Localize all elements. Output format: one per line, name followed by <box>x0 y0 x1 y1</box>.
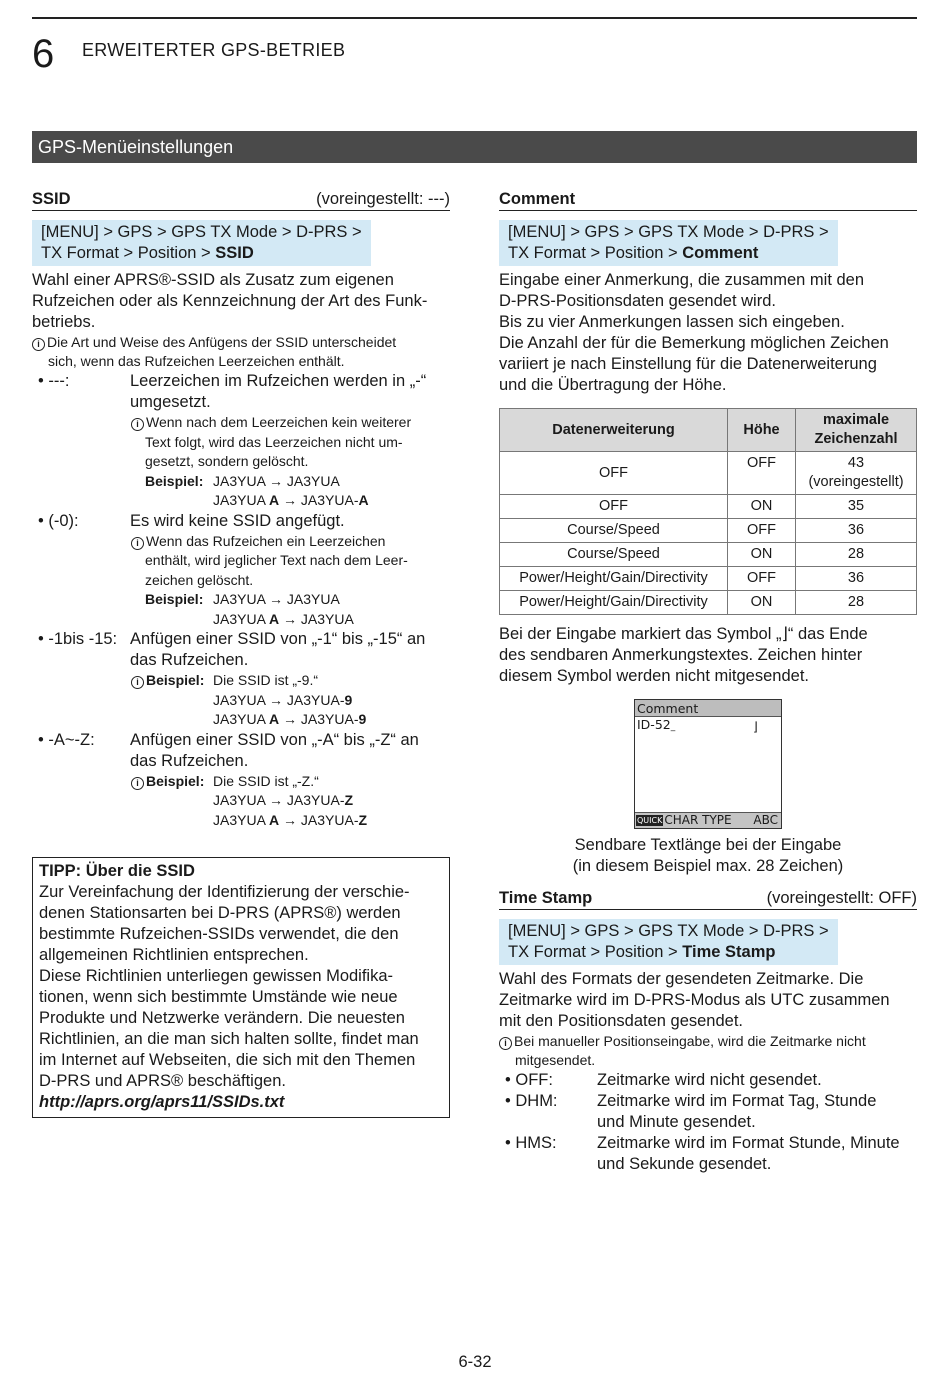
table-cell: 28 <box>796 591 917 615</box>
option-note <box>32 413 450 511</box>
option-value <box>130 730 450 772</box>
timestamp-menu-path <box>499 919 838 965</box>
example <box>131 791 450 811</box>
ssid-option <box>32 371 450 413</box>
menu-path-target: SSID <box>215 244 254 262</box>
text-line: Anfügen einer SSID von „-A“ bis „-Z“ an <box>130 730 419 749</box>
table-cell: Course/Speed <box>500 543 728 567</box>
timestamp-note <box>499 1032 917 1070</box>
option-key: • DHM: <box>505 1092 558 1110</box>
tip-box <box>32 857 450 1118</box>
tip-line: Produkte und Netzwerke verändern. Die neuesten <box>39 1009 405 1027</box>
tip-line: Diese Richtlinien unterliegen gewissen Modifika- <box>39 967 394 985</box>
note-text: Die Art und Weise des Anfügens der SSID unterscheidet <box>47 334 397 350</box>
ssid-description <box>32 270 450 333</box>
example <box>131 710 450 730</box>
table-cell: 35 <box>796 495 917 519</box>
tip-line: tionen, wenn sich bestimmte Umstände wie neue <box>39 988 398 1006</box>
info-icon: i <box>131 777 144 790</box>
char-type-key[interactable]: CHAR TYPE <box>664 813 732 827</box>
option-key: • -A~-Z: <box>38 730 95 749</box>
comment-length-table <box>499 408 917 615</box>
example-text: JA3YUA A → JA3YUA-9 <box>213 711 367 727</box>
example-text: JA3YUA A → JA3YUA-Z <box>213 811 368 828</box>
comment-screen <box>634 699 782 829</box>
option-value: Es wird keine SSID angefügt. <box>130 511 345 530</box>
text-line: Zeitmarke wird im D-PRS-Modus als UTC zusammen <box>499 991 890 1009</box>
timestamp-title: Time Stamp <box>499 889 593 907</box>
option-value <box>130 629 450 671</box>
ssid-option <box>32 629 450 671</box>
text-line: variiert je nach Einstellung für die Datenerweiterung <box>499 355 877 373</box>
option-value: Zeitmarke wird im Format Tag, Stunde und Minute gesendet. <box>597 1092 877 1131</box>
timestamp-option <box>499 1070 917 1091</box>
ssid-title: SSID <box>32 190 71 208</box>
tip-line: allgemeinen Richtlinien entsprechen. <box>39 946 309 964</box>
ssid-option <box>32 730 450 772</box>
screen-title: Comment <box>635 700 781 717</box>
note-text: gesetzt, sondern gelöscht. <box>145 453 309 469</box>
text-line: mit den Positionsdaten gesendet. <box>499 1012 743 1030</box>
menu-path-text: TX Format > Position > <box>508 943 683 961</box>
top-rule <box>32 17 917 19</box>
table-cell: Power/Height/Gain/Directivity <box>500 591 728 615</box>
option-key: • HMS: <box>505 1134 557 1152</box>
table-header: Datenerweiterung <box>500 409 728 452</box>
end-mark-icon: ⌋ <box>753 719 758 734</box>
table-cell: OFF <box>728 519 796 543</box>
info-icon: i <box>131 418 144 431</box>
example-text: JA3YUA → JA3YUA-9 <box>213 691 353 708</box>
table-cell: Power/Height/Gain/Directivity <box>500 567 728 591</box>
text-line: Die Anzahl der für die Bemerkung möglichen Zeichen <box>499 334 889 352</box>
chapter-number: 6 <box>32 32 55 76</box>
option-note <box>32 671 450 730</box>
example-text: Die SSID ist „-Z.“ <box>213 772 319 789</box>
tip-line: Richtlinien, an die man sich halten sollte, findet man <box>39 1030 419 1048</box>
option-value: Zeitmarke wird im Format Stunde, Minute und Sekunde gesendet. <box>597 1134 900 1173</box>
option-note <box>32 772 450 831</box>
timestamp-description <box>499 969 917 1032</box>
right-column <box>499 188 917 1175</box>
table-row <box>500 519 917 543</box>
example-label: Beispiel: <box>145 591 204 607</box>
example <box>131 691 450 711</box>
timestamp-heading <box>499 887 917 910</box>
text-line: Leerzeichen im Rufzeichen werden in „-“ <box>130 372 427 390</box>
example <box>131 472 450 492</box>
comment-heading <box>499 188 917 211</box>
table-header: Höhe <box>728 409 796 452</box>
note-text: enthält, wird jeglicher Text nach dem Leer- <box>145 552 408 568</box>
table-cell: OFF <box>728 452 796 495</box>
left-column <box>32 188 450 1118</box>
table-row <box>500 567 917 591</box>
info-icon: i <box>131 676 144 689</box>
menu-path-line: [MENU] > GPS > GPS TX Mode > D-PRS > <box>508 223 829 241</box>
text-line: Wahl einer APRS®-SSID als Zusatz zum eigenen <box>32 271 394 289</box>
table-cell: 43 (voreingestellt) <box>796 452 917 495</box>
menu-path-line: [MENU] > GPS > GPS TX Mode > D-PRS > <box>41 223 362 241</box>
example-label: Beispiel: <box>146 672 205 688</box>
table-cell: OFF <box>728 567 796 591</box>
option-key: • ---: <box>38 372 70 390</box>
text-line: D-PRS-Positionsdaten gesendet wird. <box>499 292 776 310</box>
example-label: Beispiel: <box>146 772 205 789</box>
option-key: • OFF: <box>505 1071 553 1089</box>
info-icon: i <box>32 338 45 351</box>
table-cell: ON <box>728 495 796 519</box>
comment-title: Comment <box>499 190 576 208</box>
ssid-menu-path <box>32 220 371 266</box>
ssid-note <box>32 333 450 371</box>
table-cell: OFF <box>500 452 728 495</box>
example <box>131 590 450 610</box>
tip-line: denen Stationsarten bei D-PRS (APRS®) werden <box>39 904 401 922</box>
page-number: 6-32 <box>458 1353 492 1371</box>
table-cell: ON <box>728 543 796 567</box>
abc-key[interactable]: ABC <box>753 813 778 827</box>
menu-path-line: [MENU] > GPS > GPS TX Mode > D-PRS > <box>508 922 829 940</box>
text-line: Rufzeichen oder als Kennzeichnung der Art des Funk- <box>32 292 428 310</box>
table-cell: 36 <box>796 567 917 591</box>
option-value <box>130 371 450 413</box>
note-text: Wenn das Rufzeichen ein Leerzeichen <box>146 532 386 549</box>
text-line: das Rufzeichen. <box>130 751 249 770</box>
text-line: umgesetzt. <box>130 393 211 411</box>
note-text: mitgesendet. <box>515 1052 596 1068</box>
note-text: zeichen gelöscht. <box>145 571 254 588</box>
ssid-option <box>32 511 450 532</box>
chapter-title: ERWEITERTER GPS-BETRIEB <box>82 40 346 60</box>
table-cell: ON <box>728 591 796 615</box>
text-line: des sendbaren Anmerkungstextes. Zeichen hinter <box>499 646 863 664</box>
example <box>131 671 450 691</box>
ssid-heading <box>32 188 450 211</box>
note-text: Text folgt, wird das Leerzeichen nicht um- <box>145 433 403 450</box>
note-text: sich, wenn das Rufzeichen Leerzeichen enthält. <box>48 353 345 369</box>
table-cell: 36 <box>796 519 917 543</box>
quick-key[interactable]: QUICK <box>637 816 663 825</box>
screen-text: ID-52_ <box>637 717 676 732</box>
menu-path-text: TX Format > Position > <box>41 244 216 262</box>
caption-line: (in diesem Beispiel max. 28 Zeichen) <box>572 857 844 875</box>
text-line: diesem Symbol werden nicht mitgesendet. <box>499 667 809 685</box>
tip-line: bestimmte Rufzeichen-SSIDs verwendet, die den <box>39 925 399 943</box>
note-text: Wenn nach dem Leerzeichen kein weiterer <box>146 414 412 430</box>
text-line: Bis zu vier Anmerkungen lassen sich eingeben. <box>499 313 845 331</box>
table-header-row <box>500 409 917 452</box>
table-header: maximale Zeichenzahl <box>796 409 917 452</box>
tip-line: D-PRS und APRS® beschäftigen. <box>39 1072 286 1090</box>
comment-after-text <box>499 624 917 687</box>
example-text: JA3YUA → JA3YUA-Z <box>213 792 354 808</box>
screen-caption <box>499 835 917 877</box>
menu-path-line <box>508 942 829 963</box>
note-text: Bei manueller Positionseingabe, wird die Zeitmarke nicht <box>514 1033 866 1049</box>
example-label: Beispiel: <box>145 472 204 489</box>
table-row <box>500 452 917 495</box>
menu-path-target: Comment <box>682 244 759 262</box>
example <box>131 610 450 630</box>
option-key: • -1bis -15: <box>38 630 118 648</box>
example-text: JA3YUA → JA3YUA <box>213 472 340 489</box>
section-title: GPS-Menüeinstellungen <box>32 131 917 163</box>
example-text: JA3YUA → JA3YUA <box>213 591 340 607</box>
example-text: JA3YUA A → JA3YUA-A <box>213 492 369 508</box>
ssid-default: (voreingestellt: ---) <box>316 190 450 208</box>
table-cell: Course/Speed <box>500 519 728 543</box>
example <box>131 811 450 831</box>
text-line: Anfügen einer SSID von „-1“ bis „-15“ an <box>130 630 426 648</box>
table-row <box>500 543 917 567</box>
menu-path-text: TX Format > Position > <box>508 244 683 262</box>
caption-line: Sendbare Textlänge bei der Eingabe <box>574 836 842 854</box>
table-row <box>500 591 917 615</box>
text-line: Bei der Eingabe markiert das Symbol „⌋“ das Ende <box>499 625 868 643</box>
menu-path-target: Time Stamp <box>682 943 776 961</box>
comment-description <box>499 270 917 396</box>
tip-line: Zur Vereinfachung der Identifizierung der verschie- <box>39 883 410 901</box>
example-text: JA3YUA A → JA3YUA <box>213 610 354 627</box>
info-icon: i <box>499 1037 512 1050</box>
table-row <box>500 495 917 519</box>
menu-path-line <box>41 243 362 264</box>
example <box>131 772 450 792</box>
timestamp-option <box>499 1091 917 1133</box>
table-cell: OFF <box>500 495 728 519</box>
tip-title: TIPP: Über die SSID <box>39 862 195 880</box>
option-value: Zeitmarke wird nicht gesendet. <box>597 1071 822 1089</box>
text-line: Wahl des Formats der gesendeten Zeitmarke. Die <box>499 970 864 988</box>
timestamp-option <box>499 1133 917 1175</box>
tip-url[interactable]: http://aprs.org/aprs11/SSIDs.txt <box>39 1093 285 1111</box>
option-note <box>32 532 450 630</box>
comment-menu-path <box>499 220 838 266</box>
example <box>131 491 450 511</box>
table-cell: 28 <box>796 543 917 567</box>
option-key: • (-0): <box>38 511 79 530</box>
text-line: betriebs. <box>32 313 96 331</box>
info-icon: i <box>131 537 144 550</box>
tip-line: im Internet auf Webseiten, die sich mit den Themen <box>39 1051 416 1069</box>
example-text: Die SSID ist „-9.“ <box>213 672 319 688</box>
menu-path-line <box>508 243 829 264</box>
text-line: und die Übertragung der Höhe. <box>499 376 727 394</box>
text-line: das Rufzeichen. <box>130 651 249 669</box>
text-line: Eingabe einer Anmerkung, die zusammen mit den <box>499 271 865 289</box>
timestamp-default: (voreingestellt: OFF) <box>766 889 917 907</box>
screen-softkey-bar <box>635 812 781 828</box>
